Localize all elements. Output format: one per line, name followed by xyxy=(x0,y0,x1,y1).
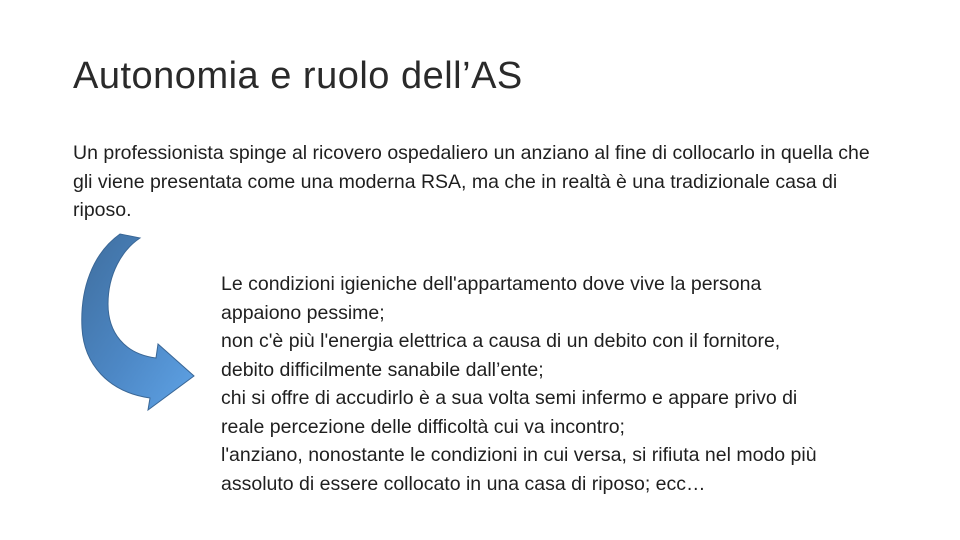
details-line: Le condizioni igieniche dell'appartamento dove vive la persona xyxy=(221,273,762,295)
details-line: debito difficilmente sanabile dall’ente; xyxy=(221,358,544,381)
details-line: assoluto di essere collocato in una casa di riposo; ecc… xyxy=(221,472,706,495)
details-line: l'anziano, nonostante le condizioni in cui versa, si rifiuta nel modo più xyxy=(221,444,817,466)
details-list xyxy=(221,270,921,498)
details-line: appaiono pessime; xyxy=(221,301,385,324)
curved-arrow-icon xyxy=(78,232,198,412)
intro-paragraph: Un professionista spinge al ricovero ospedaliero un anziano al fine di collocarlo in quella che gli viene presentata come una moderna RSA, ma che in realtà è una tradizionale casa di riposo. xyxy=(73,142,870,221)
details-line: chi si offre di accudirlo è a sua volta semi infermo e appare privo di xyxy=(221,387,798,409)
details-line: non c'è più l'energia elettrica a causa di un debito con il fornitore, xyxy=(221,330,781,352)
slide-title: Autonomia e ruolo dell’AS xyxy=(73,55,523,97)
details-line: reale percezione delle difficoltà cui va incontro; xyxy=(221,415,625,438)
